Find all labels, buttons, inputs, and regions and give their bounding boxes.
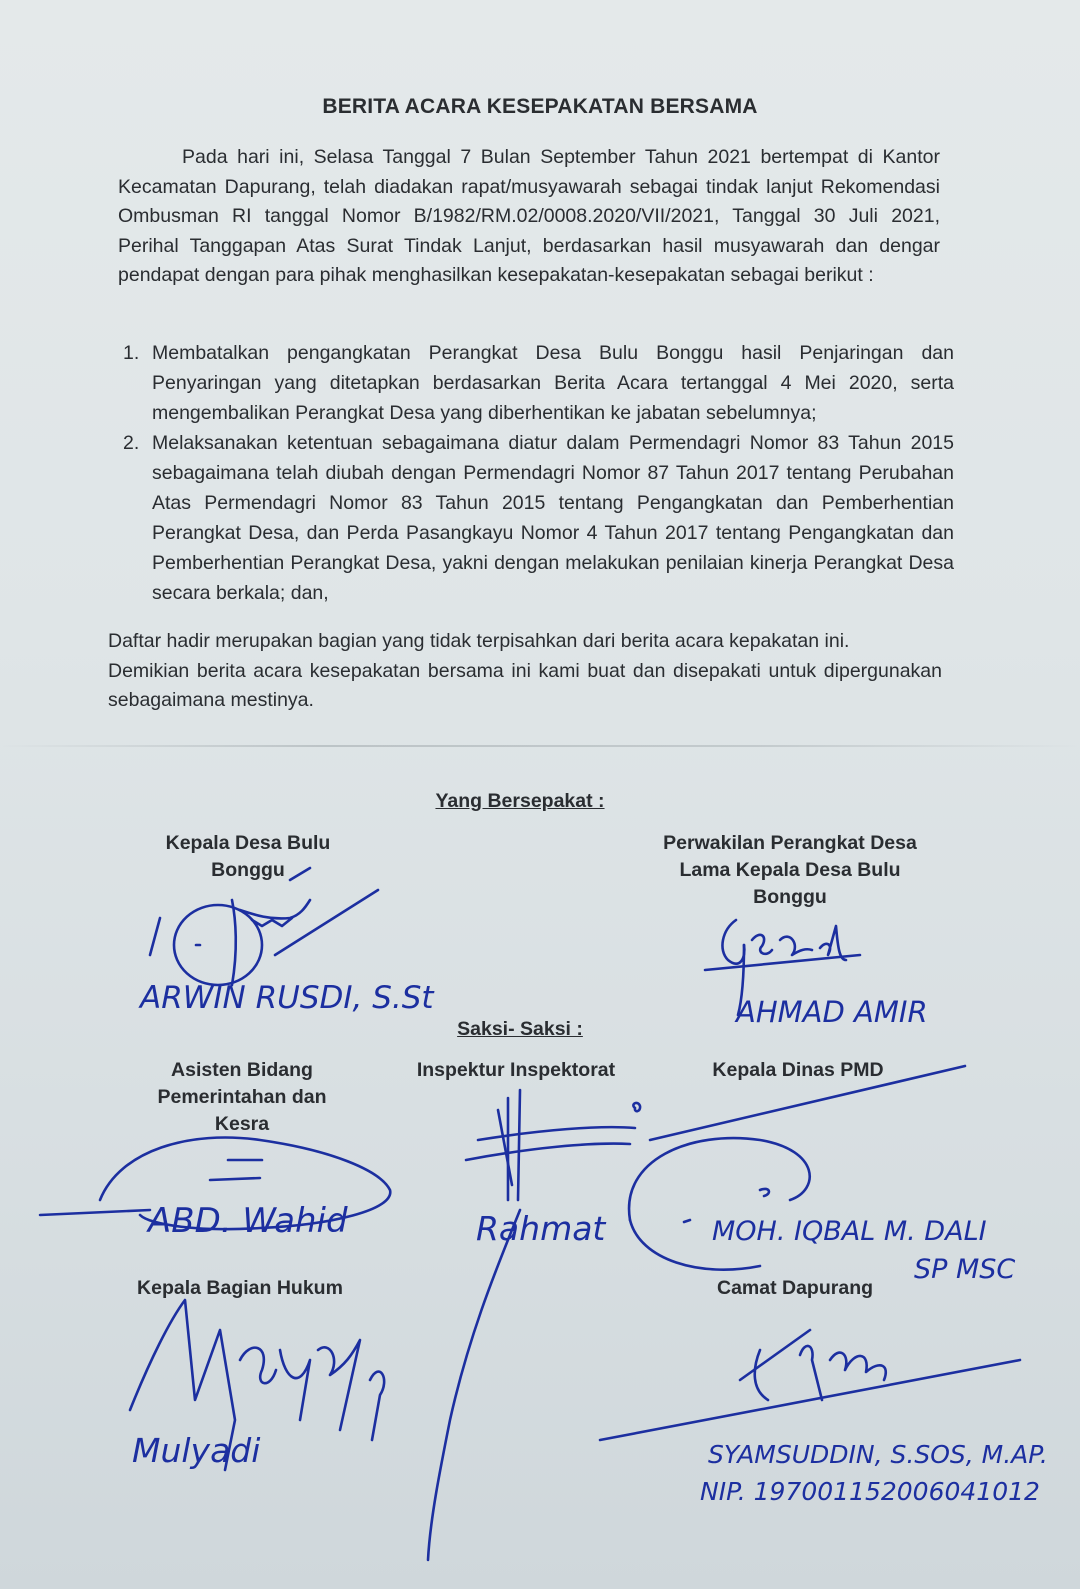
party-left-title: Kepala Desa Bulu Bonggu xyxy=(165,832,331,881)
item-text: Membatalkan pengangkatan Perangkat Desa Bulu Bonggu hasil Penjaringan dan Penyaringan yang ditetapkan berdasarkan Berita Acara tertanggal 4 Mei 2020, serta mengembalikan Perangkat Desa yang diberhentikan ke jabatan sebelumnya; xyxy=(152,342,954,424)
signature-name-camat: SYAMSUDDIN, S.SOS, M.AP. xyxy=(708,1440,1048,1469)
agreement-item xyxy=(118,338,954,428)
signature-name-asisten: ABD. Wahid xyxy=(148,1201,348,1241)
document-title: BERITA ACARA KESEPAKATAN BERSAMA xyxy=(322,95,758,118)
signature-kepala-desa xyxy=(150,868,378,985)
signature-name-hukum: Mulyadi xyxy=(132,1431,261,1470)
signature-nip-camat: NIP. 197001152006041012 xyxy=(700,1477,1040,1506)
witness-3-title: Kepala Dinas PMD xyxy=(712,1059,884,1081)
party-right-title: Perwakilan Perangkat Desa Lama Kepala Desa Bulu Bonggu xyxy=(663,832,917,908)
closing-paragraph xyxy=(108,627,942,716)
signature-kepala-bagian-hukum xyxy=(130,1300,384,1470)
item-text: Melaksanakan ketentuan sebagaimana diatur dalam Permendagri Nomor 83 Tahun 2015 sebagaimana telah diubah dengan Permendagri Nomor 87 Tahun 2017 tentang Perubahan Atas Permendagri Nomor 83 Tahun 2015 tentang Pengangkatan dan Pemberhentian Perangkat Desa, dan Perda Pasangkayu Nomor 4 Tahun 2017 tentang Pengangkatan dan Pemberhentian Perangkat Desa, yakni dengan melakukan penilaian kinerja Perangkat Desa secara berkala; dan, xyxy=(152,432,954,604)
witness-5-title: Camat Dapurang xyxy=(716,1277,874,1299)
intro-text: Pada hari ini, Selasa Tanggal 7 Bulan September Tahun 2021 bertempat di Kantor Kecamatan Dapurang, telah diadakan rapat/musyawarah sebagai tindak lanjut Rekomendasi Ombusman RI tanggal Nomor B/1982/RM.02/0008.2020/VII/2021, Tanggal 30 Juli 2021, Perihal Tanggapan Atas Surat Tindak Lanjut, berdasarkan hasil musyawarah dan dengar pendapat dengan para pihak menghasilkan kesepakatan-kesepakatan sebagai berikut : xyxy=(118,146,940,286)
signature-name-perwakilan: AHMAD AMIR xyxy=(736,995,928,1029)
signature-name-inspektur: Rahmat xyxy=(476,1209,606,1248)
signature-inspektur xyxy=(428,1090,640,1560)
signature-asisten-bidang xyxy=(40,1138,390,1230)
witness-heading: Saksi- Saksi : xyxy=(457,1018,583,1040)
signature-camat xyxy=(600,1330,1020,1440)
signature-title-kepala-dinas: SP MSC xyxy=(914,1254,1016,1285)
agreement-item xyxy=(118,428,954,608)
agreement-list xyxy=(118,338,954,608)
closing-line-attendance: Daftar hadir merupakan bagian yang tidak terpisahkan dari berita acara kepakatan ini. xyxy=(108,630,850,652)
item-number: 2. xyxy=(123,432,140,454)
parties-heading: Yang Bersepakat : xyxy=(435,790,605,812)
witness-2-title: Inspektur Inspektorat xyxy=(416,1059,616,1081)
signature-name-kepala-desa: ARWIN RUSDI, S.St xyxy=(140,980,434,1016)
witness-4-title: Kepala Bagian Hukum xyxy=(137,1277,343,1299)
closing-line-statement: Demikian berita acara kesepakatan bersama ini kami buat dan disepakati untuk dipergunakan sebagaimana mestinya. xyxy=(108,659,942,711)
signature-name-kepala-dinas: MOH. IQBAL M. DALI xyxy=(712,1216,987,1247)
item-number: 1. xyxy=(123,342,140,364)
paper-fold-line xyxy=(0,745,1080,747)
witness-1-title: Asisten Bidang Pemerintahan dan Kesra xyxy=(157,1059,327,1135)
signature-kepala-dinas xyxy=(629,1066,965,1270)
signature-perwakilan xyxy=(705,920,860,1015)
intro-paragraph xyxy=(118,143,940,291)
